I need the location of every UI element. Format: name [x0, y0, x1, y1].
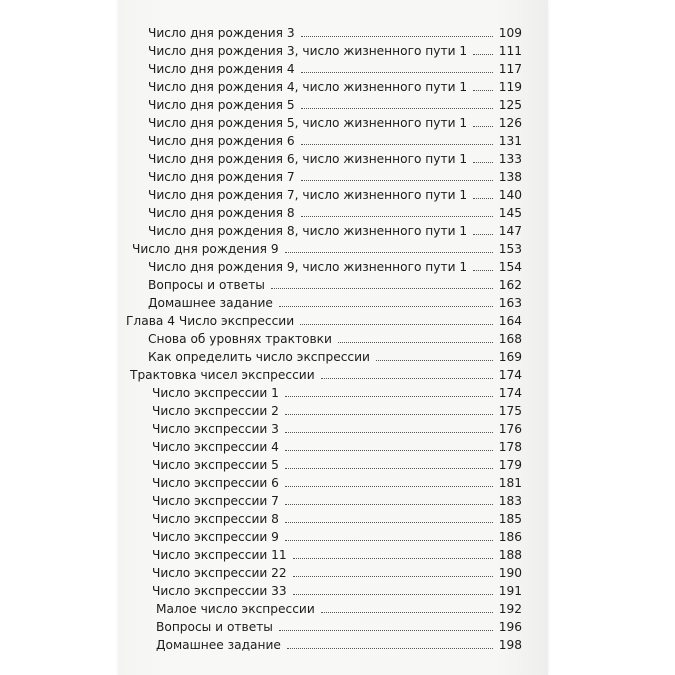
- toc-page-number: 138: [498, 169, 522, 184]
- dot-leader: [376, 360, 493, 361]
- dot-leader: [285, 540, 493, 541]
- toc-entry-title: Снова об уровнях трактовки: [148, 331, 332, 346]
- toc-entry-title: Трактовка чисел экспрессии: [130, 367, 315, 382]
- toc-entry-title: Вопросы и ответы: [148, 277, 265, 292]
- toc-entry-title: Число экспрессии 4: [152, 439, 279, 454]
- toc-entry-title: Малое число экспрессии: [156, 601, 315, 616]
- toc-entry: [148, 129, 522, 147]
- toc-entry: [152, 381, 522, 399]
- toc-entry: [152, 417, 522, 435]
- toc-entry: [132, 237, 522, 255]
- toc-entry: [148, 273, 522, 291]
- book-page: [118, 0, 548, 675]
- toc-chapter-entry: [126, 309, 522, 327]
- toc-entry: [152, 543, 522, 561]
- toc-entry: [148, 255, 522, 273]
- toc-page-number: 192: [498, 601, 522, 616]
- toc-entry-title: Число экспрессии 8: [152, 511, 279, 526]
- toc-page-number: 176: [498, 421, 522, 436]
- toc-entry-title: Число дня рождения 7, число жизненного пути 1: [148, 187, 468, 202]
- dot-leader: [293, 594, 493, 595]
- toc-page-number: 168: [498, 331, 522, 346]
- toc-entry: [152, 579, 522, 597]
- toc-page-number: 186: [498, 529, 522, 544]
- dot-leader: [301, 108, 493, 109]
- dot-leader: [321, 612, 493, 613]
- toc-page-number: 162: [498, 277, 522, 292]
- toc-entry-title: Число дня рождения 4: [148, 61, 295, 76]
- toc-page-number: 126: [498, 115, 522, 130]
- dot-leader: [287, 648, 493, 649]
- toc-entry: [152, 399, 522, 417]
- toc-page-number: 111: [498, 43, 522, 58]
- toc-entry: [148, 75, 522, 93]
- toc-entry-title: Число экспрессии 6: [152, 475, 279, 490]
- toc-entry: [148, 111, 522, 129]
- toc-entry-title: Число экспрессии 7: [152, 493, 279, 508]
- toc-page-number: 119: [498, 79, 522, 94]
- toc-entry: [148, 201, 522, 219]
- toc-page-number: 131: [498, 133, 522, 148]
- toc-entry-title: Число дня рождения 6, число жизненного пути 1: [148, 151, 468, 166]
- toc-entry-title: Число дня рождения 9, число жизненного пути 1: [148, 259, 468, 274]
- toc-entry: [152, 507, 522, 525]
- toc-page-number: 125: [498, 97, 522, 112]
- toc-entry: [148, 183, 522, 201]
- dot-leader: [285, 432, 493, 433]
- dot-leader: [285, 504, 493, 505]
- toc-entry-title: Домашнее задание: [148, 295, 273, 310]
- toc-page-number: 179: [498, 457, 522, 472]
- toc-entry: [148, 93, 522, 111]
- toc-entry: [148, 147, 522, 165]
- dot-leader: [285, 468, 493, 469]
- toc-entry-title: Число дня рождения 8, число жизненного пути 1: [148, 223, 468, 238]
- toc-entry: [152, 525, 522, 543]
- dot-leader: [271, 288, 493, 289]
- dot-leader: [285, 252, 493, 253]
- toc-page-number: 147: [498, 223, 522, 238]
- toc-entry-title: Число экспрессии 5: [152, 457, 279, 472]
- toc-page-number: 169: [498, 349, 522, 364]
- dot-leader: [338, 342, 493, 343]
- dot-leader: [473, 54, 493, 55]
- toc-entry-title: Глава 4 Число экспрессии: [126, 313, 295, 328]
- toc-entry-title: Число дня рождения 7: [148, 169, 295, 184]
- toc-entry: [152, 561, 522, 579]
- toc-entry: [148, 345, 522, 363]
- toc-entry-title: Число экспрессии 3: [152, 421, 279, 436]
- toc-entry-title: Число дня рождения 3: [148, 25, 295, 40]
- toc-page-number: 145: [498, 205, 522, 220]
- toc-page-number: 174: [498, 367, 522, 382]
- dot-leader: [300, 324, 493, 325]
- dot-leader: [301, 36, 493, 37]
- toc-entry: [148, 219, 522, 237]
- dot-leader: [293, 576, 493, 577]
- dot-leader: [473, 234, 493, 235]
- toc-entry: [148, 327, 522, 345]
- toc-page-number: 174: [498, 385, 522, 400]
- toc-entry-title: Число экспрессии 1: [152, 385, 279, 400]
- toc-page-number: 191: [498, 583, 522, 598]
- toc-entry: [148, 291, 522, 309]
- toc-page-number: 188: [498, 547, 522, 562]
- toc-entry: [152, 471, 522, 489]
- toc-entry-title: Как определить число экспрессии: [148, 349, 370, 364]
- toc-page-number: 109: [498, 25, 522, 40]
- dot-leader: [285, 450, 493, 451]
- toc-entry: [156, 597, 522, 615]
- toc-page-number: 196: [498, 619, 522, 634]
- dot-leader: [473, 90, 493, 91]
- dot-leader: [321, 378, 493, 379]
- toc-entry-title: Число экспрессии 9: [152, 529, 279, 544]
- dot-leader: [285, 522, 493, 523]
- toc-entry-title: Число дня рождения 4, число жизненного пути 1: [148, 79, 468, 94]
- toc-entry-title: Число дня рождения 8: [148, 205, 295, 220]
- dot-leader: [301, 72, 493, 73]
- toc-entry: [148, 57, 522, 75]
- toc-entry-title: Число экспрессии 33: [152, 583, 287, 598]
- toc-page-number: 140: [498, 187, 522, 202]
- toc-page-number: 198: [498, 637, 522, 652]
- toc-page-number: 163: [498, 295, 522, 310]
- toc-page-number: 178: [498, 439, 522, 454]
- toc-entry-title: Число экспрессии 11: [152, 547, 287, 562]
- dot-leader: [279, 630, 493, 631]
- dot-leader: [473, 126, 493, 127]
- dot-leader: [293, 558, 493, 559]
- toc-entry-title: Число дня рождения 6: [148, 133, 295, 148]
- toc-page-number: 183: [498, 493, 522, 508]
- toc-entry-title: Число экспрессии 22: [152, 565, 287, 580]
- toc-page-number: 190: [498, 565, 522, 580]
- dot-leader: [279, 306, 493, 307]
- toc-page-number: 185: [498, 511, 522, 526]
- dot-leader: [285, 414, 493, 415]
- toc-entry: [156, 615, 522, 633]
- dot-leader: [473, 270, 493, 271]
- toc-page-number: 164: [498, 313, 522, 328]
- dot-leader: [301, 180, 493, 181]
- toc-entry: [148, 21, 522, 39]
- dot-leader: [473, 162, 493, 163]
- toc-entry-title: Домашнее задание: [156, 637, 281, 652]
- toc-page-number: 154: [498, 259, 522, 274]
- toc-page-number: 181: [498, 475, 522, 490]
- toc-page-number: 117: [498, 61, 522, 76]
- toc-entry-title: Число экспрессии 2: [152, 403, 279, 418]
- toc-entry-title: Число дня рождения 9: [132, 241, 279, 256]
- toc-entry: [148, 39, 522, 57]
- toc-entry-title: Число дня рождения 5: [148, 97, 295, 112]
- toc-page-number: 153: [498, 241, 522, 256]
- dot-leader: [301, 216, 493, 217]
- dot-leader: [285, 486, 493, 487]
- toc-entry: [148, 165, 522, 183]
- toc-entry: [130, 363, 522, 381]
- toc-entry-title: Число дня рождения 3, число жизненного пути 1: [148, 43, 468, 58]
- dot-leader: [301, 144, 493, 145]
- toc-entry-title: Число дня рождения 5, число жизненного пути 1: [148, 115, 468, 130]
- toc-page-number: 133: [498, 151, 522, 166]
- toc-entry: [152, 453, 522, 471]
- dot-leader: [473, 198, 493, 199]
- toc-entry: [156, 633, 522, 651]
- toc-entry: [152, 489, 522, 507]
- toc-page-number: 175: [498, 403, 522, 418]
- dot-leader: [285, 396, 493, 397]
- toc-entry-title: Вопросы и ответы: [156, 619, 273, 634]
- toc-entry: [152, 435, 522, 453]
